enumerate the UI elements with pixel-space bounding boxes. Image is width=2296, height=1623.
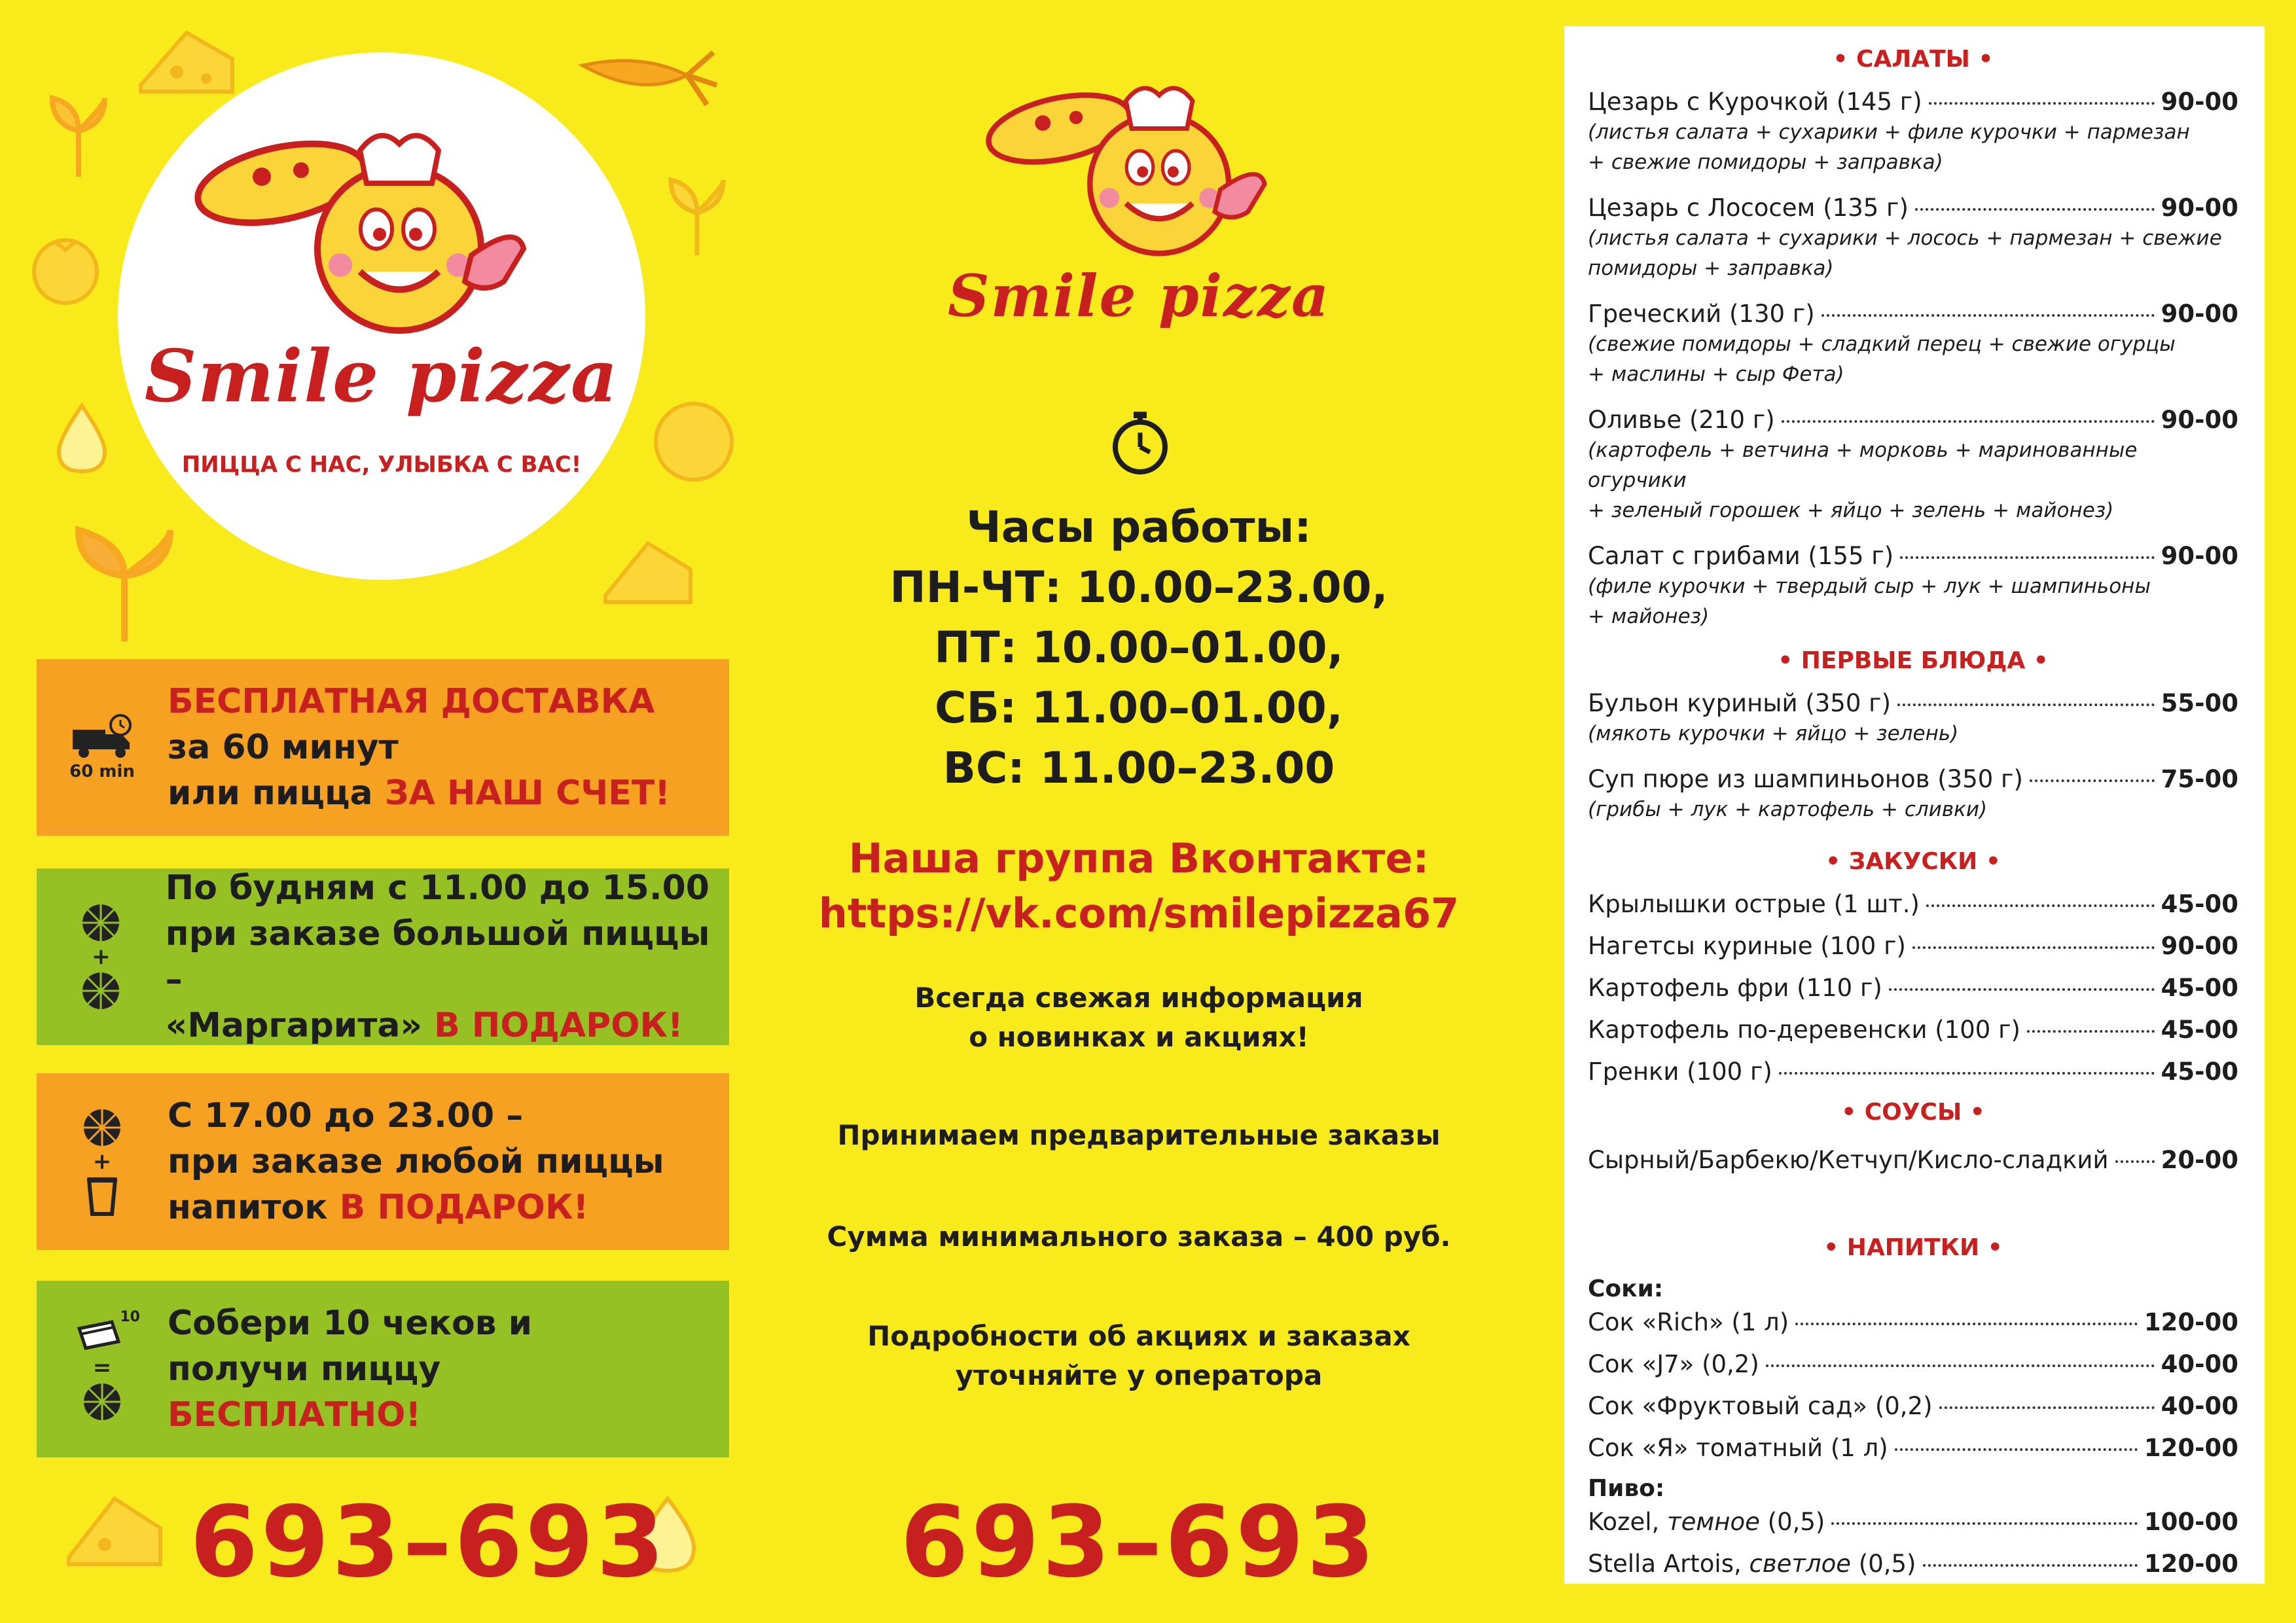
delivery-truck-icon bbox=[69, 713, 135, 759]
beer-label: Пиво: bbox=[1588, 1475, 1665, 1502]
tomato-icon bbox=[648, 393, 740, 484]
menu-item bbox=[1588, 931, 2238, 961]
menu-item bbox=[1588, 1057, 2238, 1087]
promo-icon bbox=[37, 868, 166, 1045]
menu-panel bbox=[1564, 26, 2265, 1584]
leader-dots bbox=[1766, 1364, 2155, 1367]
hours-line: СБ: 11.00–01.00, bbox=[935, 683, 1343, 733]
promo-text bbox=[168, 1300, 532, 1438]
menu-item-price: 120-00 bbox=[2144, 1550, 2238, 1578]
hours-line: ВС: 11.00–23.00 bbox=[942, 743, 1335, 793]
menu-item-description: (листья салата + сухарики + лосось + пармезан + свежие bbox=[1588, 226, 2222, 250]
menu-item-row bbox=[1588, 1057, 2238, 1087]
menu-item-row bbox=[1588, 764, 2238, 794]
promo-line: получи пиццу bbox=[168, 1349, 441, 1389]
promo-line: при заказе любой пиццы bbox=[168, 1142, 664, 1181]
menu-item-price: 20-00 bbox=[2161, 1146, 2238, 1174]
plus-sign: + bbox=[92, 944, 111, 970]
leader-dots bbox=[1912, 946, 2155, 949]
menu-item-description: + свежие помидоры + заправка) bbox=[1588, 151, 1943, 174]
promo-highlight: В ПОДАРОК! bbox=[434, 1006, 683, 1045]
promo-line: напиток В ПОДАРОК! bbox=[168, 1188, 589, 1227]
pizza-icon bbox=[81, 1381, 123, 1423]
promo-highlight: ЗА НАШ СЧЕТ! bbox=[384, 774, 670, 813]
pizza-icon bbox=[80, 970, 122, 1012]
info-line: уточняйте у оператора bbox=[955, 1359, 1323, 1391]
leader-dots bbox=[1897, 704, 2155, 706]
chef-pizza-mascot-icon bbox=[190, 124, 576, 340]
vk-group bbox=[812, 831, 1466, 941]
chef-pizza-mascot-icon bbox=[982, 79, 1309, 262]
menu-item bbox=[1588, 1349, 2238, 1380]
menu-item-name: Нагетсы куриные (100 г) bbox=[1588, 932, 1906, 960]
parsley-icon bbox=[661, 177, 733, 255]
vk-link[interactable]: https://vk.com/smilepizza67 bbox=[818, 889, 1460, 937]
menu-item-description: (грибы + лук + картофель + сливки) bbox=[1588, 798, 1988, 821]
menu-item bbox=[1588, 1308, 2238, 1338]
hours-line: ПТ: 10.00–01.00, bbox=[934, 622, 1344, 673]
menu-item-row bbox=[1588, 1015, 2238, 1045]
menu-item-price: 55-00 bbox=[2161, 689, 2238, 717]
promo-weekday-margarita bbox=[37, 868, 729, 1045]
menu-item-price: 120-00 bbox=[2144, 1308, 2238, 1336]
promo-icon bbox=[37, 1281, 168, 1457]
menu-item-row bbox=[1588, 1391, 2238, 1421]
menu-item bbox=[1588, 1549, 2238, 1579]
menu-item-row bbox=[1588, 193, 2238, 223]
promo-line: Собери 10 чеков и bbox=[168, 1304, 533, 1343]
menu-item bbox=[1588, 405, 2238, 526]
hours-title: Часы работы: bbox=[966, 502, 1312, 552]
menu-item-row bbox=[1588, 87, 2238, 117]
menu-item-price: 120-00 bbox=[2144, 1434, 2238, 1462]
leader-dots bbox=[1779, 1072, 2155, 1075]
leader-dots bbox=[1895, 1448, 2138, 1451]
receipts-count: 10 bbox=[120, 1309, 140, 1325]
menu-item-name: Салат с грибами (155 г) bbox=[1588, 542, 1894, 570]
brand-name-center: Smile pizza bbox=[947, 262, 1331, 330]
promo-text bbox=[166, 865, 729, 1048]
menu-item-row bbox=[1588, 688, 2238, 719]
menu-item-description: помидоры + заправка) bbox=[1588, 257, 1834, 280]
promo-evening-drink bbox=[37, 1073, 729, 1250]
leader-dots bbox=[1831, 1522, 2138, 1525]
menu-item-description: (свежие помидоры + сладкий перец + свежие огурцы bbox=[1588, 332, 2176, 356]
cheese-icon bbox=[65, 1492, 164, 1571]
leader-dots bbox=[1915, 208, 2155, 211]
menu-item-row bbox=[1588, 973, 2238, 1003]
promo-free-delivery bbox=[37, 659, 729, 836]
category-salads: • САЛАТЫ • bbox=[1833, 46, 1994, 73]
promo-line: за 60 минут bbox=[168, 728, 399, 767]
menu-item-description: (листья салата + сухарики + филе курочки + пармезан bbox=[1588, 120, 2190, 144]
menu-item-name: Картофель фри (110 г) bbox=[1588, 974, 1882, 1002]
menu-item bbox=[1588, 1391, 2238, 1421]
info-preorders: Принимаем предварительные заказы bbox=[837, 1119, 1441, 1151]
menu-item-price: 90-00 bbox=[2161, 406, 2238, 434]
menu-item-price: 40-00 bbox=[2161, 1392, 2238, 1420]
logo-circle bbox=[118, 52, 645, 580]
menu-item-name: Греческий (130 г) bbox=[1588, 300, 1815, 328]
menu-item-price: 45-00 bbox=[2161, 1058, 2238, 1086]
equals-sign: = bbox=[92, 1355, 112, 1381]
menu-item bbox=[1588, 1507, 2238, 1537]
juices-label: Соки: bbox=[1588, 1275, 1664, 1302]
info-line: Всегда свежая информация bbox=[914, 982, 1363, 1014]
parsley-icon bbox=[39, 92, 118, 177]
menu-item bbox=[1588, 688, 2238, 749]
phone-number-left[interactable]: 693–693 bbox=[190, 1486, 668, 1599]
leader-dots bbox=[1795, 1323, 2138, 1325]
info-min-order: Сумма минимального заказа – 400 руб. bbox=[827, 1221, 1451, 1253]
promo-highlight: В ПОДАРОК! bbox=[339, 1188, 589, 1227]
menu-item bbox=[1588, 299, 2238, 389]
menu-item-name: Сырный/Барбекю/Кетчуп/Кисло-сладкий bbox=[1588, 1146, 2109, 1174]
info-line: Подробности об акциях и заказах bbox=[867, 1320, 1410, 1352]
menu-item-price: 90-00 bbox=[2161, 932, 2238, 960]
menu-item-name: Крылышки острые (1 шт.) bbox=[1588, 890, 1920, 918]
garlic-icon bbox=[46, 399, 118, 478]
info-details bbox=[812, 1317, 1466, 1395]
leader-dots bbox=[1939, 1406, 2155, 1409]
menu-item-name: Сок «Я» томатный (1 л) bbox=[1588, 1434, 1888, 1462]
promo-line: С 17.00 до 23.00 – bbox=[168, 1096, 524, 1135]
menu-item-price: 75-00 bbox=[2161, 765, 2238, 793]
menu-item bbox=[1588, 1433, 2238, 1463]
menu-item-price: 40-00 bbox=[2161, 1350, 2238, 1378]
category-drinks: • НАПИТКИ • bbox=[1823, 1234, 2003, 1261]
leader-dots bbox=[2030, 779, 2155, 782]
category-snacks: • ЗАКУСКИ • bbox=[1825, 848, 2001, 875]
promo-text bbox=[168, 1093, 664, 1230]
promo-line: «Маргарита» В ПОДАРОК! bbox=[165, 1006, 683, 1045]
menu-item-description: + зеленый горошек + яйцо + зелень + майонез) bbox=[1588, 499, 2114, 522]
menu-item-row bbox=[1588, 1308, 2238, 1338]
menu-item bbox=[1588, 193, 2238, 283]
menu-item-row bbox=[1588, 405, 2238, 435]
promo-icon-label: 60 min bbox=[69, 762, 135, 781]
menu-item-name: Сок «J7» (0,2) bbox=[1588, 1350, 1759, 1378]
menu-item-row bbox=[1588, 1349, 2238, 1380]
menu-item-name: Оливье (210 г) bbox=[1588, 406, 1775, 434]
menu-item-row bbox=[1588, 1507, 2238, 1537]
menu-item-price: 90-00 bbox=[2161, 194, 2238, 222]
menu-item-price: 45-00 bbox=[2161, 974, 2238, 1002]
promo-collect-receipts bbox=[37, 1281, 729, 1457]
brand-name: Smile pizza bbox=[144, 334, 619, 418]
receipts-icon-wrap bbox=[76, 1309, 140, 1355]
menu-item-row bbox=[1588, 931, 2238, 961]
vk-title: Наша группа Вконтакте: bbox=[848, 834, 1429, 882]
menu-item-description: (картофель + ветчина + морковь + маринованные огурчики bbox=[1588, 438, 2138, 492]
menu-item bbox=[1588, 1015, 2238, 1045]
leader-dots bbox=[2027, 1030, 2155, 1033]
pizza-icon bbox=[80, 902, 122, 944]
category-soups: • ПЕРВЫЕ БЛЮДА • bbox=[1778, 647, 2049, 674]
menu-item bbox=[1588, 764, 2238, 825]
menu-item-price: 45-00 bbox=[2161, 1016, 2238, 1044]
leader-dots bbox=[1821, 314, 2155, 317]
menu-item-row bbox=[1588, 1549, 2238, 1579]
menu-item-name: Stella Artois, светлое (0,5) bbox=[1588, 1550, 1916, 1578]
menu-item-name: Сок «Rich» (1 л) bbox=[1588, 1308, 1789, 1336]
menu-item-name: Сок «Фруктовый сад» (0,2) bbox=[1588, 1392, 1933, 1420]
cheese-icon bbox=[602, 537, 694, 609]
tomato-icon bbox=[26, 229, 105, 308]
slogan: ПИЦЦА С НАС, УЛЫБКА С ВАС! bbox=[181, 452, 582, 478]
menu-item-price: 90-00 bbox=[2161, 88, 2238, 116]
promo-line: при заказе большой пиццы – bbox=[165, 914, 710, 999]
leader-dots bbox=[1889, 988, 2155, 991]
promo-line: или пицца ЗА НАШ СЧЕТ! bbox=[168, 774, 670, 813]
leader-dots bbox=[1929, 102, 2155, 105]
pizza-icon bbox=[81, 1107, 123, 1149]
promo-highlight: БЕСПЛАТНО! bbox=[168, 1395, 422, 1435]
menu-item bbox=[1588, 541, 2238, 632]
menu-item-description: + майонез) bbox=[1588, 605, 1710, 628]
promo-icon bbox=[37, 659, 168, 836]
leader-dots bbox=[2115, 1160, 2155, 1163]
menu-item-row bbox=[1588, 1145, 2238, 1175]
info-fresh bbox=[812, 978, 1466, 1057]
leader-dots bbox=[1923, 1564, 2138, 1567]
menu-item bbox=[1588, 973, 2238, 1003]
menu-item-row bbox=[1588, 889, 2238, 919]
parsley-icon bbox=[59, 524, 190, 641]
menu-item-description: (филе курочки + твердый сыр + лук + шампиньоны bbox=[1588, 575, 2151, 598]
menu-item-row bbox=[1588, 541, 2238, 571]
menu-item-name: Цезарь с Курочкой (145 г) bbox=[1588, 88, 1922, 116]
working-hours bbox=[812, 497, 1466, 798]
menu-item-price: 90-00 bbox=[2161, 300, 2238, 328]
menu-item-name: Гренки (100 г) bbox=[1588, 1058, 1772, 1086]
menu-item-row bbox=[1588, 299, 2238, 329]
menu-item bbox=[1588, 1145, 2238, 1175]
cheese-icon bbox=[137, 26, 236, 98]
plus-sign: + bbox=[92, 1149, 112, 1175]
leader-dots bbox=[1926, 904, 2155, 907]
menu-item-description: (мякоть курочки + яйцо + зелень) bbox=[1588, 722, 1959, 745]
promo-line: По будням с 11.00 до 15.00 bbox=[165, 868, 709, 908]
promo-line: БЕСПЛАТНАЯ ДОСТАВКА bbox=[168, 682, 655, 721]
phone-number-center[interactable]: 693–693 bbox=[900, 1486, 1378, 1599]
menu-item-row bbox=[1588, 1433, 2238, 1463]
leader-dots bbox=[1782, 420, 2155, 423]
category-sauces: • СОУСЫ • bbox=[1841, 1099, 1985, 1126]
menu-item-name: Картофель по-деревенски (100 г) bbox=[1588, 1016, 2020, 1044]
menu-item-description: + маслины + сыр Фета) bbox=[1588, 363, 1844, 386]
menu-item bbox=[1588, 87, 2238, 177]
menu-item bbox=[1588, 889, 2238, 919]
menu-item-name: Бульон куриный (350 г) bbox=[1588, 689, 1892, 717]
menu-item-price: 90-00 bbox=[2161, 542, 2238, 570]
stopwatch-icon bbox=[1109, 409, 1171, 477]
info-line: о новинках и акциях! bbox=[969, 1021, 1309, 1053]
promo-icon bbox=[37, 1073, 168, 1250]
menu-item-name: Суп пюре из шампиньонов (350 г) bbox=[1588, 765, 2023, 793]
menu-item-price: 45-00 bbox=[2161, 890, 2238, 918]
promo-text bbox=[168, 679, 670, 816]
carrot-icon bbox=[576, 39, 720, 118]
hours-line: ПН-ЧТ: 10.00–23.00, bbox=[889, 562, 1388, 613]
drink-cup-icon bbox=[86, 1175, 118, 1217]
menu-item-price: 100-00 bbox=[2144, 1508, 2238, 1536]
menu-item-name: Kozel, темное (0,5) bbox=[1588, 1508, 1825, 1536]
leader-dots bbox=[1900, 556, 2155, 559]
menu-item-name: Цезарь с Лососем (135 г) bbox=[1588, 194, 1909, 222]
